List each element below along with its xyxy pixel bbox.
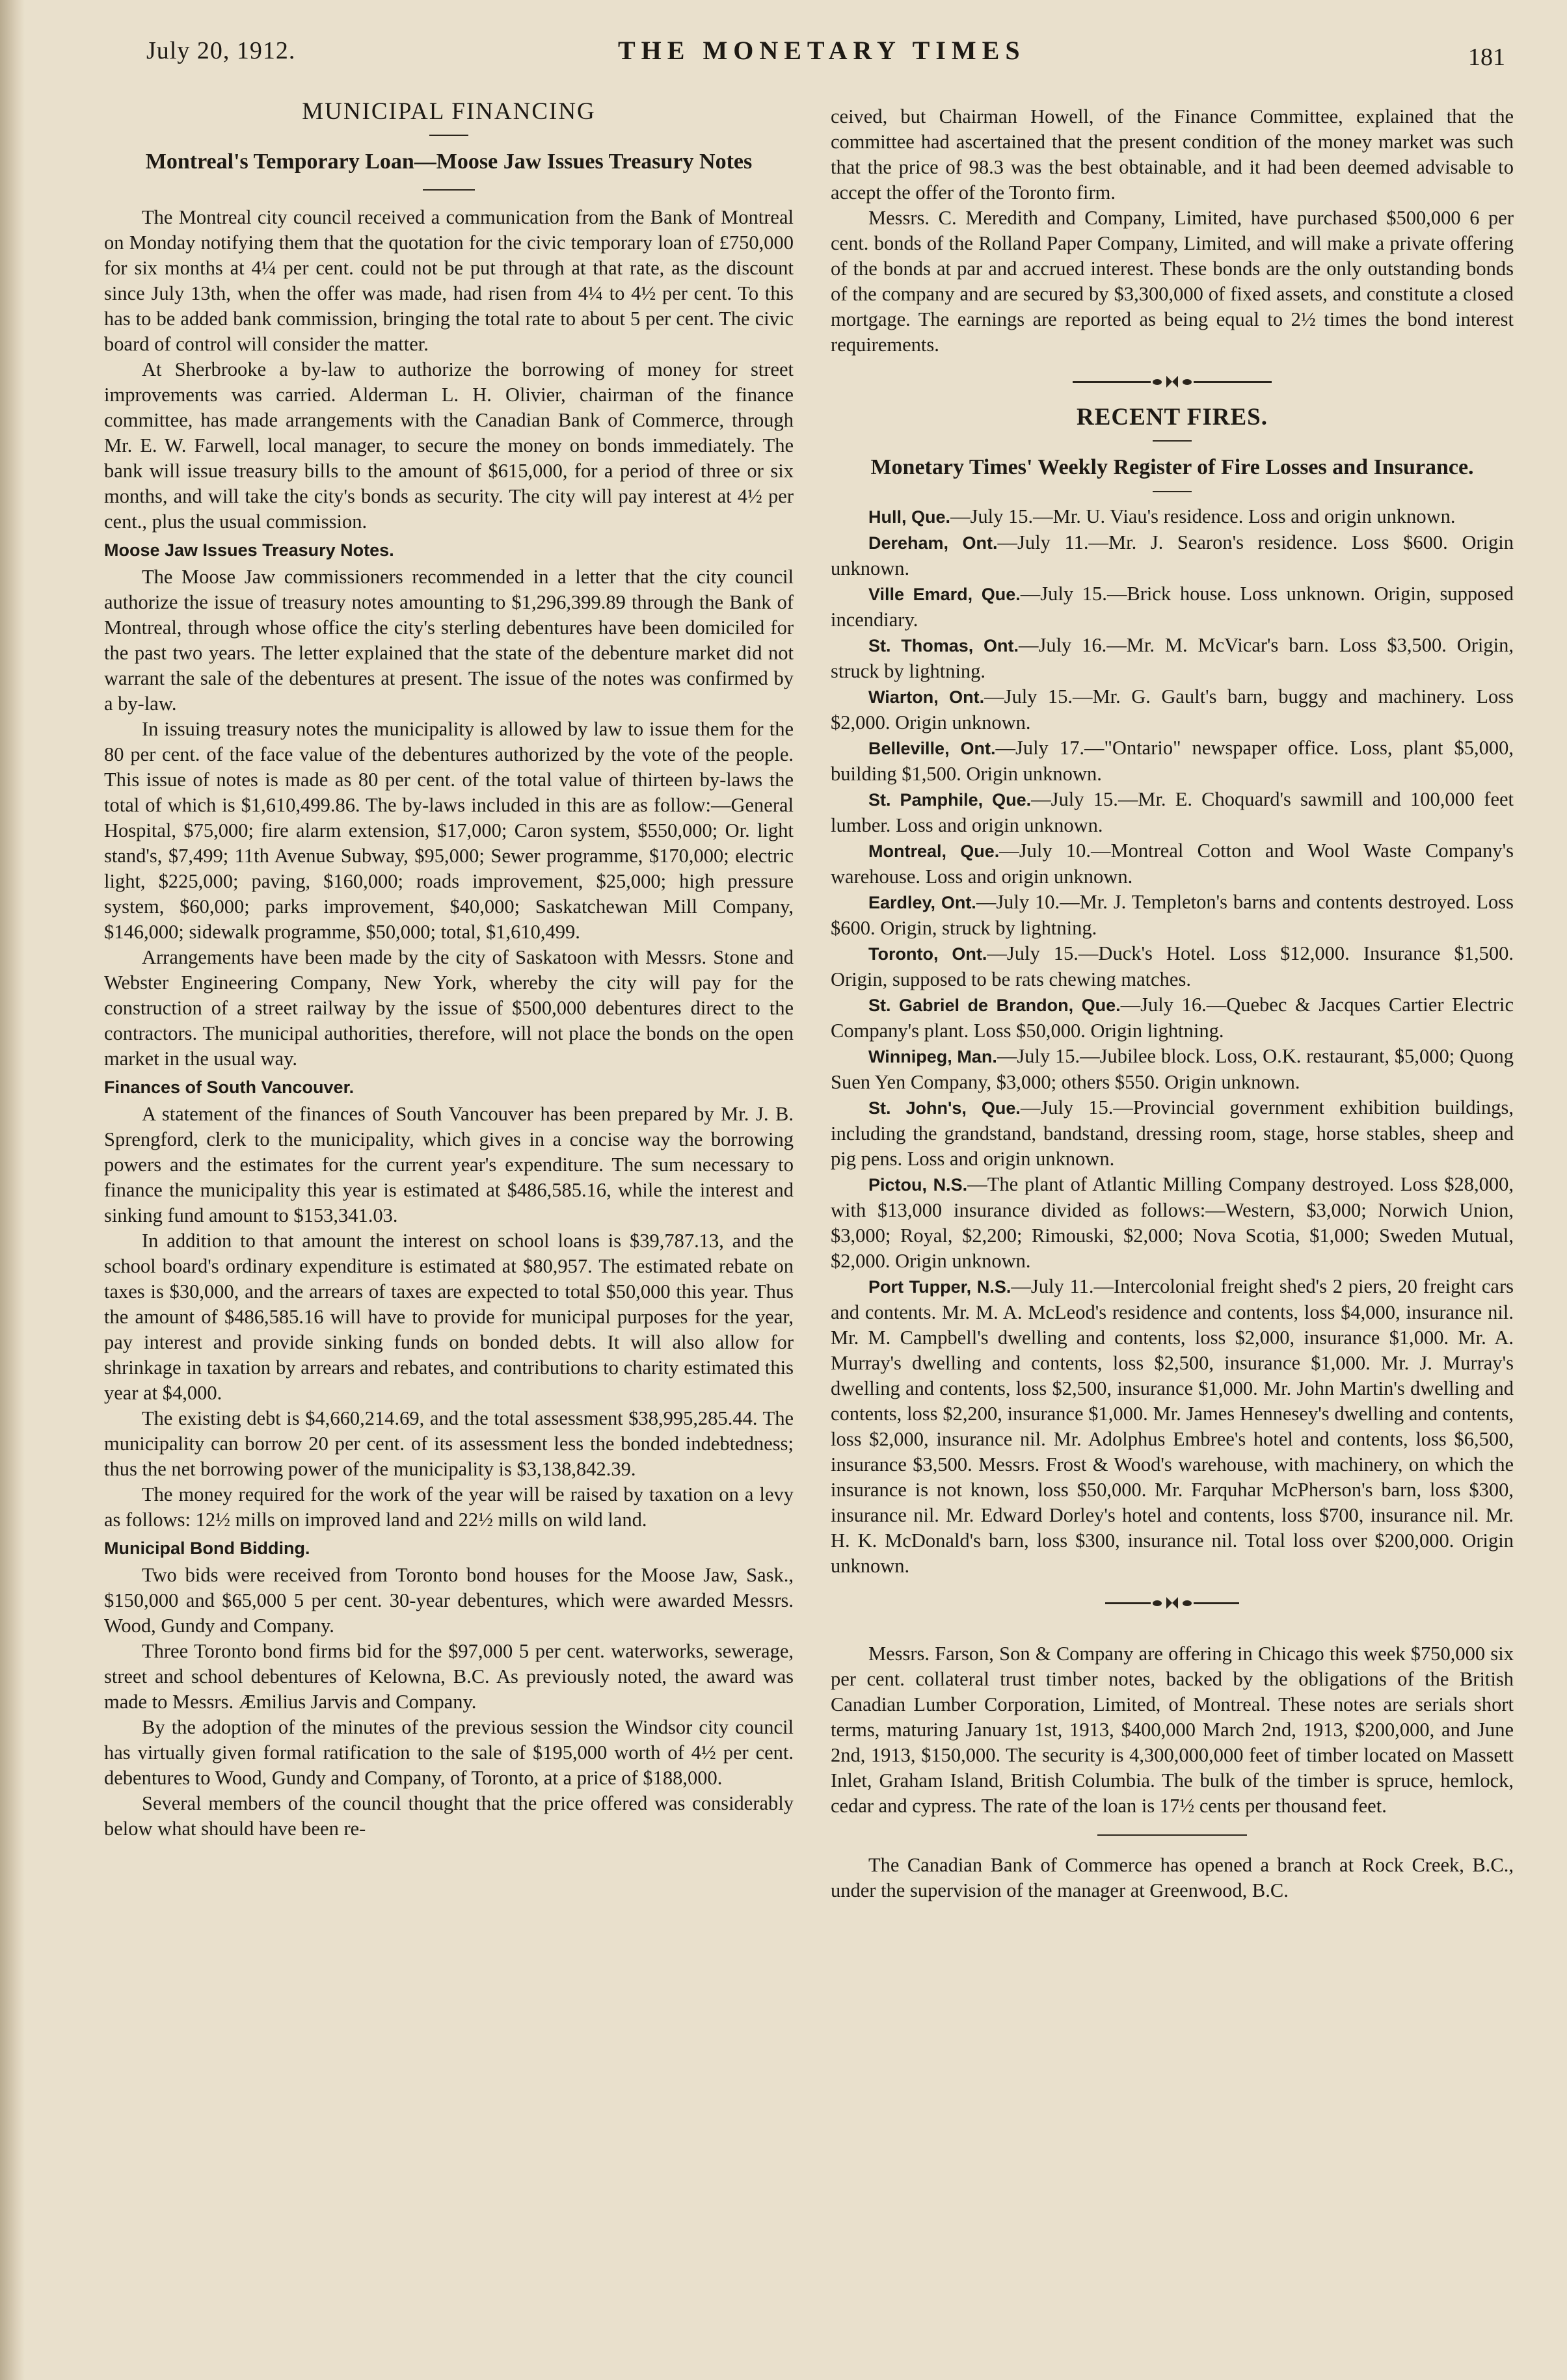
- fire-details: —July 15.—Duck's Hotel. Loss $12,000. Insurance $1,500. Origin, supposed to be rats chewing matches.: [831, 942, 1514, 990]
- paragraph: At Sherbrooke a by-law to authorize the borrowing of money for street improvements was carried. Alderman L. H. Olivier, chairman of the finance committee, has made arrangements with the Canadian Bank of Commerce, through Mr. E. W. Farwell, local manager, to secure the money on bonds immediately. The bank will issue treasury bills to the amount of $615,000, for a period of three or six months, and will take the city's bonds as security. The city will pay interest at 4½ per cent., plus the usual commission.: [104, 358, 794, 533]
- fire-entry: [831, 1044, 1514, 1095]
- paragraph: Messrs. C. Meredith and Company, Limited, have purchased $500,000 6 per cent. bonds of the Rolland Paper Company, Limited, and will make a private offering of the bonds at par and accrued interest. These bonds are the only outstanding bonds of the company and are secured by $3,300,000 of fixed assets, and constitute a closed mortgage. The earnings are reported as being equal to 2½ times the bond interest requirements.: [831, 207, 1514, 356]
- fire-entry: [831, 1095, 1514, 1172]
- headline-fire-register: Monetary Times' Weekly Register of Fire Losses and Insurance.: [870, 455, 1474, 479]
- fire-location: Pictou, N.S.: [868, 1175, 968, 1195]
- ornament-diamond: [1166, 1597, 1178, 1609]
- paragraph: In addition to that amount the interest on school loans is $39,787.13, and the school board's ordinary expenditure is estimated at $80,957. The estimated rebate on taxes is $30,000, and the arrears of taxes are expected to total $50,000 this year. Thus the amount of $486,585.16 will have to provide for municipal purposes for the year, pay interest and provide sinking funds on bonded debts. It will also allow for shrinkage in taxation by arrears and rebates, and contributions to charity estimated this year at $4,000.: [104, 1230, 794, 1404]
- paragraph: Several members of the council thought that the price offered was considerably below what should have been re-: [104, 1792, 794, 1840]
- section-title-municipal: MUNICIPAL FINANCING: [302, 98, 596, 125]
- paragraph: Two bids were received from Toronto bond houses for the Moose Jaw, Sask., $150,000 and $65,000 5 per cent. 30-year debentures, which were awarded Messrs. Wood, Gundy and Company.: [104, 1564, 794, 1637]
- fire-entry: [831, 838, 1514, 890]
- fire-entry: [831, 1274, 1514, 1579]
- fire-details: —July 11.—Intercolonial freight shed's 2 piers, 20 freight cars and contents. Mr. M. A. McLeod's residence and contents, loss $4,000, insurance nil. Mr. M. Campbell's dwelling and contents, loss $2,000, insurance $1,000. Mr. A. Murray's dwelling and contents, loss $2,500, insurance $1,000. Mr. J. Murray's dwelling and contents, loss $2,500, insurance $1,000. Mr. John Martin's dwelling and contents, loss $2,200, insurance $1,000. Mr. James Hennesey's dwelling and contents, loss $2,000, insurance nil. Mr. Adolphus Embree's hotel and contents, loss $6,500, insurance $3,500. Messrs. Frost & Wood's warehouse, with machinery, on which the insurance is not known, loss $50,000. Mr. Farquhar McPherson's barn, loss $300, insurance nil. Mr. Edward Dorley's hotel and contents, loss $700, insurance nil. Mr. H. K. McDonald's barn, loss $300, insurance nil. Total loss over $200,000. Origin unknown.: [831, 1275, 1514, 1577]
- subhead-moose-jaw: Moose Jaw Issues Treasury Notes.: [104, 540, 394, 560]
- paragraph: The Montreal city council received a communication from the Bank of Montreal on Monday notifying them that the quotation for the civic temporary loan of £750,000 for six months at 4¼ per cent. could not be put through at that rate, as the discount since July 13th, when the offer was made, had risen from 4¼ to 4½ per cent. To this has to be added bank commission, bringing the total rate to about 5 per cent. The civic board of control will consider the matter.: [104, 206, 794, 355]
- ornament-line: [1194, 381, 1272, 383]
- fire-details: —July 15.—Brick house. Loss unknown. Origin, supposed incendiary.: [831, 583, 1514, 631]
- fire-location: St. Gabriel de Brandon, Que.: [868, 996, 1121, 1015]
- fire-location: Eardley, Ont.: [868, 893, 976, 912]
- page-number: 181: [1468, 44, 1505, 71]
- ornament-line: [1105, 1602, 1151, 1604]
- paragraph: Arrangements have been made by the city of Saskatoon with Messrs. Stone and Webster Engineering Company, New York, whereby the city will pay for the construction of a street railway by the issue of $500,000 debentures direct to the contractors. The municipal authorities, therefore, will not place the bonds on the open market in the usual way.: [104, 946, 794, 1070]
- fire-register-list: [831, 504, 1514, 1579]
- fire-entry: [831, 787, 1514, 838]
- divider: [1097, 1834, 1247, 1836]
- fire-location: Montreal, Que.: [868, 841, 1000, 861]
- right-column: [831, 104, 1514, 1903]
- fire-details: —July 16.—Quebec & Jacques Cartier Electric Company's plant. Loss $50,000. Origin lightning.: [831, 994, 1514, 1042]
- fire-location: Wiarton, Ont.: [868, 687, 985, 707]
- divider: [423, 189, 475, 191]
- paragraph-farson-notes: Messrs. Farson, Son & Company are offering in Chicago this week $750,000 six per cent. collateral trust timber notes, backed by the obligations of the British Canadian Lumber Corporation, Limited, of Montreal. These notes are serials short terms, maturing January 1st, 1913, $400,000 March 2nd, 1913, $200,000, and June 2nd, 1913, $150,000. The security is 4,300,000,000 feet of timber located on Massett Inlet, Graham Island, British Columbia. The bulk of the timber is spruce, hemlock, cedar and cypress. The rate of the loan is 17½ cents per thousand feet.: [831, 1643, 1514, 1817]
- paragraph: The Moose Jaw commissioners recommended in a letter that the city council authorize the issue of treasury notes amounting to $1,296,399.89 through the Bank of Montreal, through whose office the city's sterling debentures have been domiciled for the past two years. The letter explained that the state of the debenture market did not warrant the sale of the debentures at present. The issue of the notes was confirmed by a by-law.: [104, 566, 794, 715]
- fire-entry: [831, 735, 1514, 787]
- fire-location: St. Thomas, Ont.: [868, 636, 1019, 655]
- fire-entry: [831, 581, 1514, 633]
- fire-details: —July 10.—Mr. J. Templeton's barns and contents destroyed. Loss $600. Origin, struck by lightning.: [831, 891, 1514, 939]
- fire-details: —July 15.—Jubilee block. Loss, O.K. restaurant, $5,000; Quong Suen Yen Company, $3,000; others $550. Origin unknown.: [831, 1045, 1514, 1093]
- fire-location: Hull, Que.: [868, 507, 951, 527]
- ornament-dot: [1183, 379, 1192, 385]
- divider: [429, 135, 468, 136]
- fire-entry: [831, 890, 1514, 941]
- issue-date: July 20, 1912.: [146, 37, 296, 64]
- fire-location: Belleville, Ont.: [868, 739, 996, 758]
- fire-details: —July 17.—"Ontario" newspaper office. Loss, plant $5,000, building $1,500. Origin unknown.: [831, 737, 1514, 785]
- fire-entry: [831, 684, 1514, 735]
- ornament-diamond: [1166, 376, 1178, 388]
- section-title-recent-fires: RECENT FIRES.: [1076, 404, 1268, 430]
- spacer: [831, 1624, 1514, 1641]
- ornamental-divider: [831, 1597, 1514, 1609]
- fire-details: —July 11.—Mr. J. Searon's residence. Loss $600. Origin unknown.: [831, 531, 1514, 579]
- fire-entry: [831, 530, 1514, 581]
- paragraph: A statement of the finances of South Vancouver has been prepared by Mr. J. B. Sprengford, clerk to the municipality, which gives in a concise way the borrowing powers and the estimates for the current year's expenditure. The sum necessary to finance the municipality this year is estimated at $486,585.16, while the interest and sinking fund amount to $153,341.03.: [104, 1103, 794, 1226]
- fire-location: St. Pamphile, Que.: [868, 790, 1032, 810]
- ornament-dot: [1183, 1600, 1192, 1606]
- ornament-dot: [1153, 1600, 1162, 1606]
- ornament-line: [1073, 381, 1151, 383]
- paragraph: In issuing treasury notes the municipality is allowed by law to issue them for the 80 per cent. of the face value of the debentures authorized by the vote of the people. This issue of notes is made as 80 per cent. of the total value of thirteen by-laws the total of which is $1,610,499.86. The by-laws included in this are as follow:—General Hospital, $75,000; fire alarm extension, $17,000; Caron system, $550,000; Or. light stand's, $7,499; 11th Avenue Subway, $95,000; Sewer programme, $170,000; electric light, $225,000; paving, $160,000; roads improvement, $25,000; high pressure system, $60,000; parks improvement, $40,000; Saskatchewan Mill Company, $146,000; sidewalk programme, $50,000; total, $1,610,499.: [104, 718, 794, 943]
- fire-details: —July 10.—Montreal Cotton and Wool Waste Company's warehouse. Loss and origin unknown.: [831, 840, 1514, 888]
- fire-location: Winnipeg, Man.: [868, 1047, 997, 1066]
- fire-location: Toronto, Ont.: [868, 944, 987, 964]
- paragraph: The existing debt is $4,660,214.69, and the total assessment $38,995,285.44. The municipality can borrow 20 per cent. of its assessment less the bonded indebtedness; thus the net borrowing power of the municipality is $3,138,842.39.: [104, 1407, 794, 1480]
- fire-entry: [831, 1172, 1514, 1274]
- headline-montreal: Montreal's Temporary Loan—Moose Jaw Issues Treasury Notes: [145, 150, 753, 174]
- page-binding-shadow: [0, 0, 25, 2380]
- fire-entry: [831, 633, 1514, 684]
- page-header: [146, 34, 1505, 73]
- divider: [1153, 491, 1192, 492]
- fire-location: St. John's, Que.: [868, 1098, 1021, 1118]
- ornament-line: [1194, 1602, 1239, 1604]
- paragraph: The money required for the work of the year will be raised by taxation on a levy as follows: 12½ mills on improved land and 22½ mills on wild land.: [104, 1483, 794, 1531]
- fire-entry: [831, 504, 1514, 530]
- fire-details: —July 16.—Mr. M. McVicar's barn. Loss $3,500. Origin, struck by lightning.: [831, 634, 1514, 682]
- left-column: [104, 91, 794, 1842]
- fire-details: —July 15.—Mr. U. Viau's residence. Loss and origin unknown.: [950, 505, 1456, 527]
- subhead-bond-bidding: Municipal Bond Bidding.: [104, 1539, 310, 1558]
- paragraph: ceived, but Chairman Howell, of the Finance Committee, explained that the committee had ascertained that the present condition of the money market was such that the price of 98.3 was the best obtainable, and it had been deemed advisable to accept the offer of the Toronto firm.: [831, 105, 1514, 204]
- paragraph: Three Toronto bond firms bid for the $97,000 5 per cent. waterworks, sewerage, street and school debentures of Kelowna, B.C. As previously noted, the award was made to Messrs. Æmilius Jarvis and Company.: [104, 1640, 794, 1713]
- fire-entry: [831, 941, 1514, 992]
- fire-location: Dereham, Ont.: [868, 533, 998, 553]
- fire-details: —July 15.—Mr. G. Gault's barn, buggy and machinery. Loss $2,000. Origin unknown.: [831, 685, 1514, 734]
- fire-entry: [831, 992, 1514, 1044]
- fire-location: Port Tupper, N.S.: [868, 1277, 1011, 1297]
- paragraph: By the adoption of the minutes of the previous session the Windsor city council has virtually given formal ratification to the sale of $195,000 worth of 4½ per cent. debentures to Wood, Gundy and Company, of Toronto, at a price of $188,000.: [104, 1716, 794, 1789]
- fire-details: —July 15.—Provincial government exhibition buildings, including the grandstand, bandstand, dressing room, stage, horse stables, sheep and pig pens. Loss and origin unknown.: [831, 1096, 1514, 1170]
- fire-details: —The plant of Atlantic Milling Company destroyed. Loss $28,000, with $13,000 insurance divided as follows:—Western, $3,000; Norwich Union, $3,000; Royal, $2,200; Rimouski, $2,000; Nova Scotia, $1,000; Sweden Mutual, $2,000. Origin unknown.: [831, 1173, 1514, 1272]
- fire-details: —July 15.—Mr. E. Choquard's sawmill and 100,000 feet lumber. Loss and origin unknown.: [831, 788, 1514, 836]
- divider: [1153, 440, 1192, 442]
- masthead: THE MONETARY TIMES: [618, 36, 1026, 65]
- subhead-south-vancouver: Finances of South Vancouver.: [104, 1078, 355, 1097]
- fire-location: Ville Emard, Que.: [868, 585, 1021, 604]
- ornamental-divider: [831, 376, 1514, 388]
- ornament-dot: [1153, 379, 1162, 385]
- paragraph-bank-branch: The Canadian Bank of Commerce has opened a branch at Rock Creek, B.C., under the supervision of the manager at Greenwood, B.C.: [831, 1854, 1514, 1901]
